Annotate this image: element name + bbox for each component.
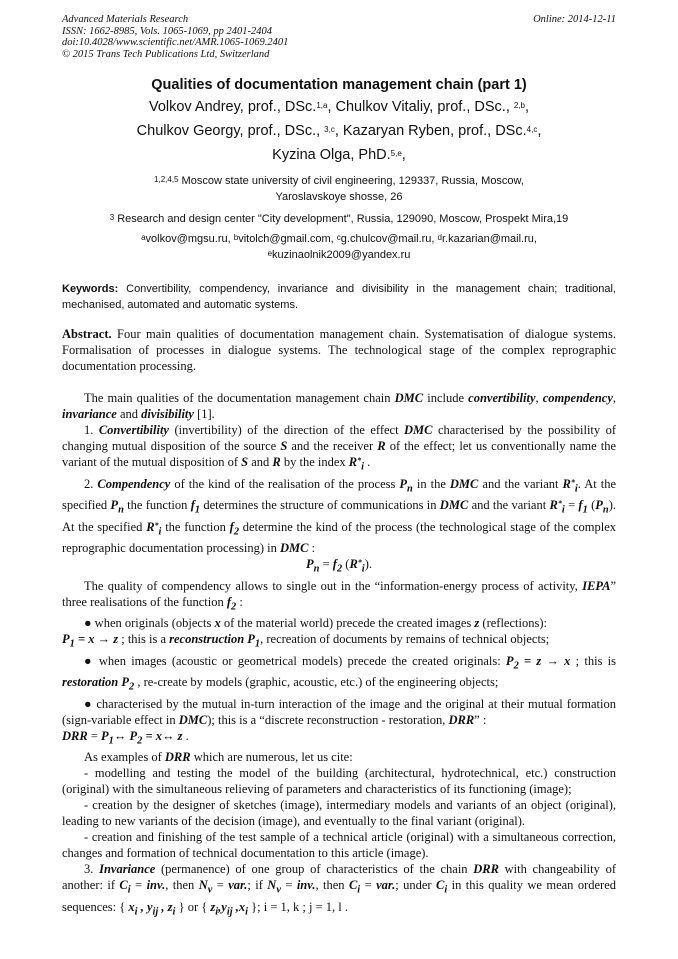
author-line: Chulkov Georgy, prof., DSc., $^{3,c}$, Kazaryan Ryben, prof., DSc.$^{4,c}$, bbox=[136, 123, 542, 139]
paragraph: ● when originals (objects x of the material world) precede the created images z (reflections): bbox=[84, 616, 547, 630]
online-date: Online: 2014-12-11 bbox=[533, 14, 616, 25]
abstract-label: Abstract. bbox=[62, 327, 112, 341]
paragraph: The main qualities of the documentation management chain DMC include convertibility, compendency, invariance and divisibility [1]. bbox=[62, 391, 616, 421]
copyright-line: © 2015 Trans Tech Publications Ltd, Switzerland bbox=[62, 48, 270, 60]
paragraph: 3. Invariance (permanence) of one group of characteristics of the chain DRR with changeability of another: if $C_i$ = inv., then $N_v$ = var.; if $N_v$ = inv., then $C_i$ = var.; under $C_i$ in this quality we mean ordered sequences: { $x_i$ , $y_{ij}$ , $z_i$ } or { $z_i,y_{ij}$ $,x_i$ }; i = 1, k ; j = 1, l . bbox=[62, 862, 617, 917]
paragraph: DRR = $P_1\leftrightarrow$ $P_2$ = x↔ z . bbox=[62, 728, 189, 746]
paragraph: 2. Compendency of the kind of the realisation of the process $P_n$ in the DMC and the variant $R^*_i$. At the specified $P_n$ the function $f_1$ determines the structure of communications in DMC and the variant $R^*_i = f_1$ $(P_n)$. At the specified $R^*_i$ the function $f_2$ determine the kind of the process (the technological stage of the complex reprographic documentation processing) in DMC : bbox=[62, 476, 617, 555]
paragraph: 1. Convertibility (invertibility) of the direction of the effect DMC characterised by the possibility of changing mutual disposition of the source S and the receiver R of the effect; let us conventionally name the variant of the mutual disposition of S and R by the index $R^*_i$ . bbox=[62, 423, 617, 473]
running-header bbox=[62, 14, 616, 60]
keywords-label: Keywords: bbox=[62, 283, 119, 295]
paragraph: $P_1 = x \to z$ ; this is a reconstruction $P_1$, recreation of documents by remains of technical objects; bbox=[62, 632, 550, 650]
author-emails: $^a$volkov@mgsu.ru, $^b$vitolch@gmail.com, $^c$g.chulcov@mail.ru, $^d$r.kazarian@mail.ru, $^e$kuzinaolnik2009@yandex.ru bbox=[141, 233, 537, 261]
keywords-text: Convertibility, compendency, invariance and divisibility in the management chain; traditional, mechanised, automated and automatic systems. bbox=[62, 283, 616, 311]
author-list bbox=[62, 95, 616, 167]
abstract-text: Four main qualities of documentation management chain. Systematisation of dialogue systems. Formalisation of processes in dialogue systems. The technological stage of the complex reprographic documentation processing. bbox=[62, 327, 617, 373]
body-text bbox=[62, 390, 616, 920]
author-line: Kyzina Olga, PhD.$^{5,e}$, bbox=[272, 147, 406, 163]
abstract-block bbox=[62, 326, 616, 374]
issn-line: ISSN: 1662-8985, Vols. 1065-1069, pp 2401-2404 bbox=[62, 25, 272, 37]
paragraph: The quality of compendency allows to single out in the “information-energy process of activity, IEPA” three realisations of the function $f_2$ : bbox=[62, 578, 616, 612]
keywords-block bbox=[62, 281, 616, 313]
paragraph: ● when images (acoustic or geometrical models) precede the created originals: $P_2 = z \to x$ ; this is restoration $P_2$ , re-create by models (graphic, acoustic, etc.) of the engineering objects; bbox=[62, 653, 617, 693]
affiliation-msuce: $^{1,2,4,5}$ Moscow state university of civil engineering, 129337, Russia, Moscow, Yaroslavskoye shosse, 26 bbox=[154, 175, 524, 203]
doi-line: doi:10.4028/www.scientific.net/AMR.1065-1069.2401 bbox=[62, 37, 289, 48]
paper-title: Qualities of documentation management chain (part 1) bbox=[151, 77, 527, 93]
paragraph: As examples of DRR which are numerous, let us cite: bbox=[84, 750, 353, 764]
paragraph: - modelling and testing the model of the building (architectural, hydrotechnical, etc.) construction (original) with the simultaneous relieving of parameters and characteristics of its functioning (image); bbox=[62, 766, 616, 796]
journal-name: Advanced Materials Research bbox=[62, 14, 189, 25]
paragraph: ● characterised by the mutual in-turn interaction of the image and the original at their mutual formation (sign-variable effect in DMC); this is a “discrete reconstruction - restoration, DRR” : bbox=[62, 696, 616, 727]
paragraph: - creation and finishing of the test sample of a technical article (original) with a simultaneous correction, changes and formation of technical documentation to this article (image). bbox=[62, 830, 616, 860]
author-line: Volkov Andrey, prof., DSc.$^{1,a}$, Chulkov Vitaliy, prof., DSc., $^{2,b}$, bbox=[148, 99, 530, 115]
paragraph: - creation by the designer of sketches (image), intermediary models and variants of an object (original), leading to new variants of the decision (image), and eventually to the final variant (original). bbox=[62, 798, 616, 828]
equation: $P_n = f_2$ $(R^*_i)$. bbox=[306, 557, 372, 575]
paper-page bbox=[62, 14, 616, 920]
affiliation-city-development: $^3$ Research and design center "City development", Russia, 129090, Moscow, Prospekt Mira,19 bbox=[109, 213, 569, 225]
